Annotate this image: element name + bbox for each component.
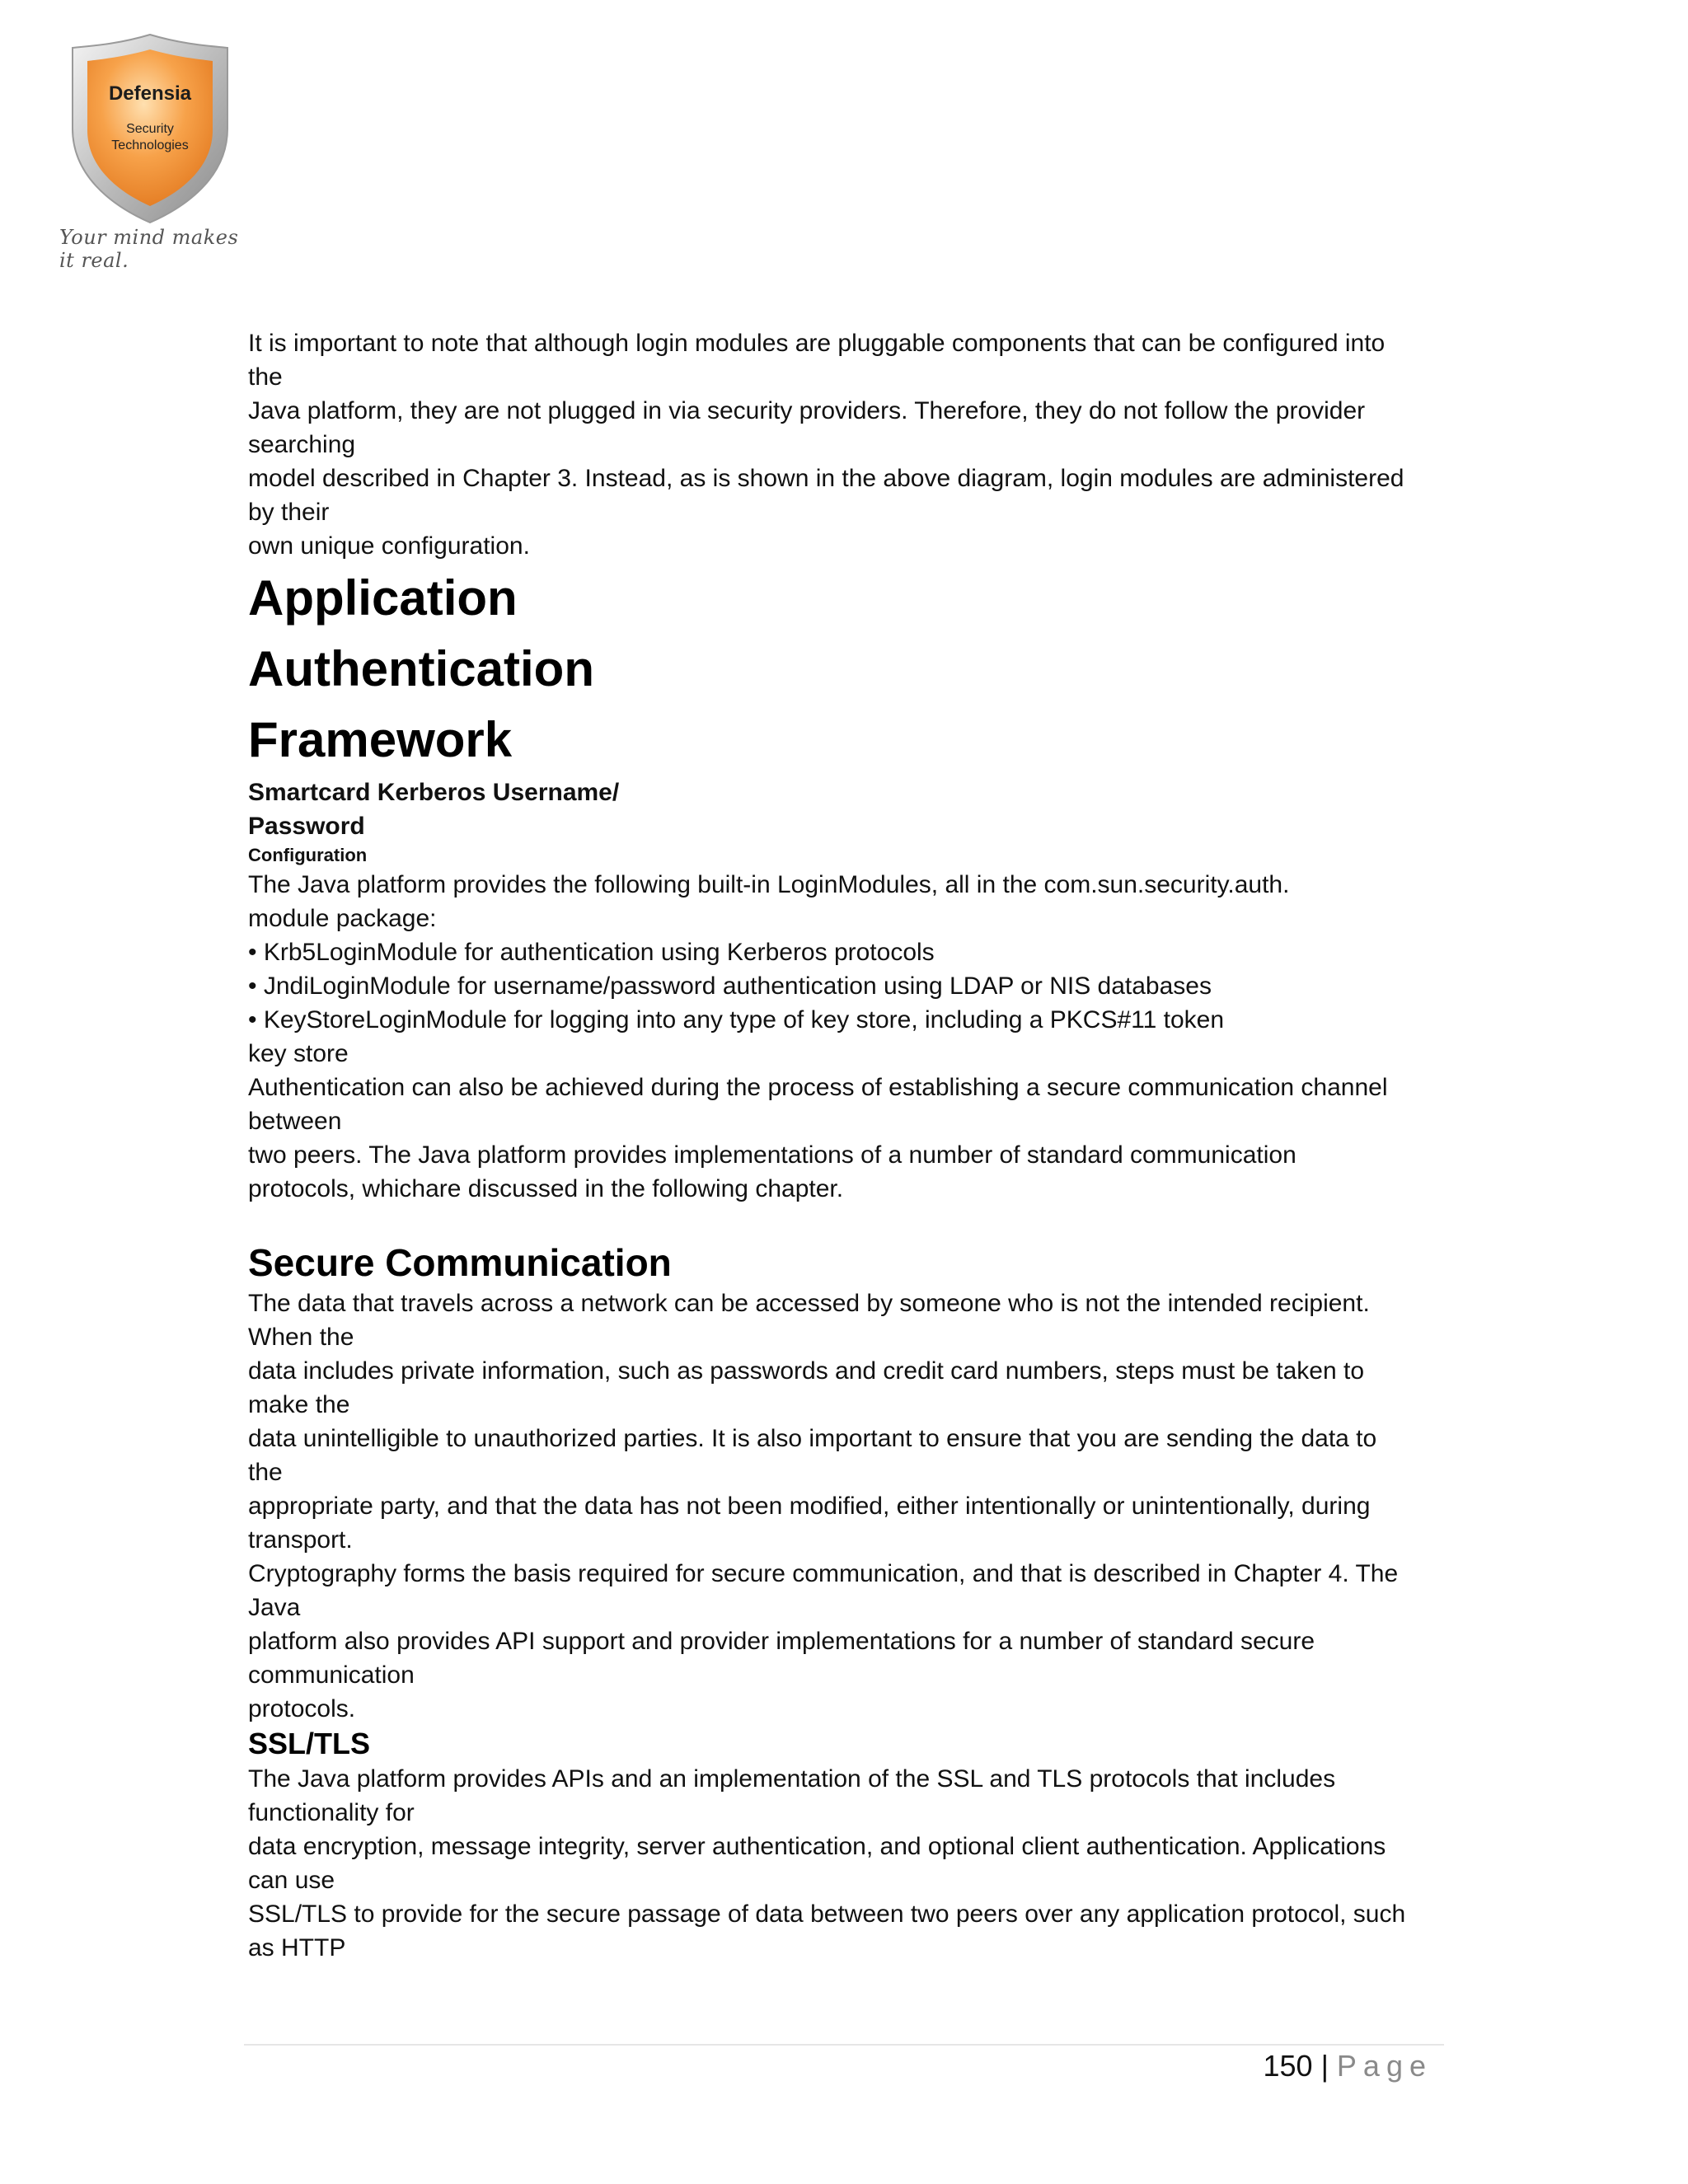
text-line: between xyxy=(248,1108,342,1135)
subsection-heading: SSL/TLS xyxy=(248,1727,371,1760)
text-line: SSL/TLS to provide for the secure passage of data between two peers over any application protocol, such xyxy=(248,1900,1406,1928)
text-line: The Java platform provides APIs and an implementation of the SSL and TLS protocols that includes xyxy=(248,1765,1336,1793)
page-footer xyxy=(1263,2049,1432,2083)
logo-brand: Defensia xyxy=(108,82,192,105)
text-line: model described in Chapter 3. Instead, as is shown in the above diagram, login modules are administered xyxy=(248,465,1404,492)
ssl-tls-section xyxy=(248,1726,1443,1965)
logo-tagline: Your mind makes it real. xyxy=(59,226,239,272)
text-line: data encryption, message integrity, server authentication, and optional client authentication. Applications xyxy=(248,1833,1386,1860)
logo-line-1: Security xyxy=(126,122,174,136)
text-line: The data that travels across a network can be accessed by someone who is not the intended recipient. xyxy=(248,1290,1370,1317)
section-heading: Secure Communication xyxy=(248,1241,672,1284)
text-line: When the xyxy=(248,1324,354,1351)
framework-heading-line: Framework xyxy=(248,712,513,767)
text-line: searching xyxy=(248,431,356,458)
text-line: data includes private information, such as passwords and credit card numbers, steps must be taken to xyxy=(248,1357,1365,1385)
framework-heading-line: Application xyxy=(248,570,518,626)
list-item: • JndiLoginModule for username/password authentication using LDAP or NIS databases xyxy=(248,972,1212,1000)
text-line: key store xyxy=(248,1040,349,1067)
text-line: platform also provides API support and provider implementations for a number of standard secure xyxy=(248,1628,1315,1655)
modules-paragraph xyxy=(248,868,1443,1206)
framework-sub-line: Smartcard Kerberos Username/ xyxy=(248,779,620,806)
text-line: functionality for xyxy=(248,1799,415,1826)
footer-divider xyxy=(244,2044,1444,2046)
text-line: data unintelligible to unauthorized parties. It is also important to ensure that you are sending the data to xyxy=(248,1425,1377,1452)
text-line: as HTTP xyxy=(248,1934,346,1961)
text-line: appropriate party, and that the data has not been modified, either intentionally or unintentionally, during xyxy=(248,1493,1371,1520)
list-item: • KeyStoreLoginModule for logging into any type of key store, including a PKCS#11 token xyxy=(248,1006,1225,1033)
text-line: Cryptography forms the basis required for secure communication, and that is described in Chapter 4. The xyxy=(248,1560,1399,1587)
secure-communication-section xyxy=(248,1239,1443,1726)
text-line: communication xyxy=(248,1661,415,1689)
text-line: The Java platform provides the following built-in LoginModules, all in the com.sun.security.auth. xyxy=(248,871,1290,898)
page-label: Page xyxy=(1336,2049,1432,2083)
framework-heading-line: Authentication xyxy=(248,641,594,696)
figure-caption xyxy=(248,563,1443,868)
text-line: make the xyxy=(248,1391,350,1418)
text-line: can use xyxy=(248,1867,335,1894)
framework-sub-line: Password xyxy=(248,813,365,840)
text-line: protocols, whichare discussed in the following chapter. xyxy=(248,1175,844,1202)
text-line: by their xyxy=(248,499,330,526)
text-line: the xyxy=(248,1459,283,1486)
configuration-label: Configuration xyxy=(248,845,368,865)
footer-separator: | xyxy=(1320,2049,1329,2083)
intro-paragraph xyxy=(248,326,1443,563)
logo-line-2: Technologies xyxy=(111,138,189,152)
text-line: transport. xyxy=(248,1526,353,1554)
text-line: own unique configuration. xyxy=(248,532,530,560)
text-line: Java xyxy=(248,1594,301,1621)
text-line: two peers. The Java platform provides implementations of a number of standard communication xyxy=(248,1141,1296,1169)
page-content xyxy=(248,326,1443,1965)
text-line: It is important to note that although login modules are pluggable components that can be configured into xyxy=(248,330,1386,357)
text-line: the xyxy=(248,363,283,391)
text-line: protocols. xyxy=(248,1695,356,1722)
list-item: • Krb5LoginModule for authentication using Kerberos protocols xyxy=(248,939,935,966)
text-line: module package: xyxy=(248,905,437,932)
text-line: Authentication can also be achieved during the process of establishing a secure communication channel xyxy=(248,1074,1388,1101)
page-number: 150 xyxy=(1263,2049,1313,2083)
shield-icon xyxy=(59,30,241,227)
text-line: Java platform, they are not plugged in via security providers. Therefore, they do not follow the provider xyxy=(248,397,1366,424)
